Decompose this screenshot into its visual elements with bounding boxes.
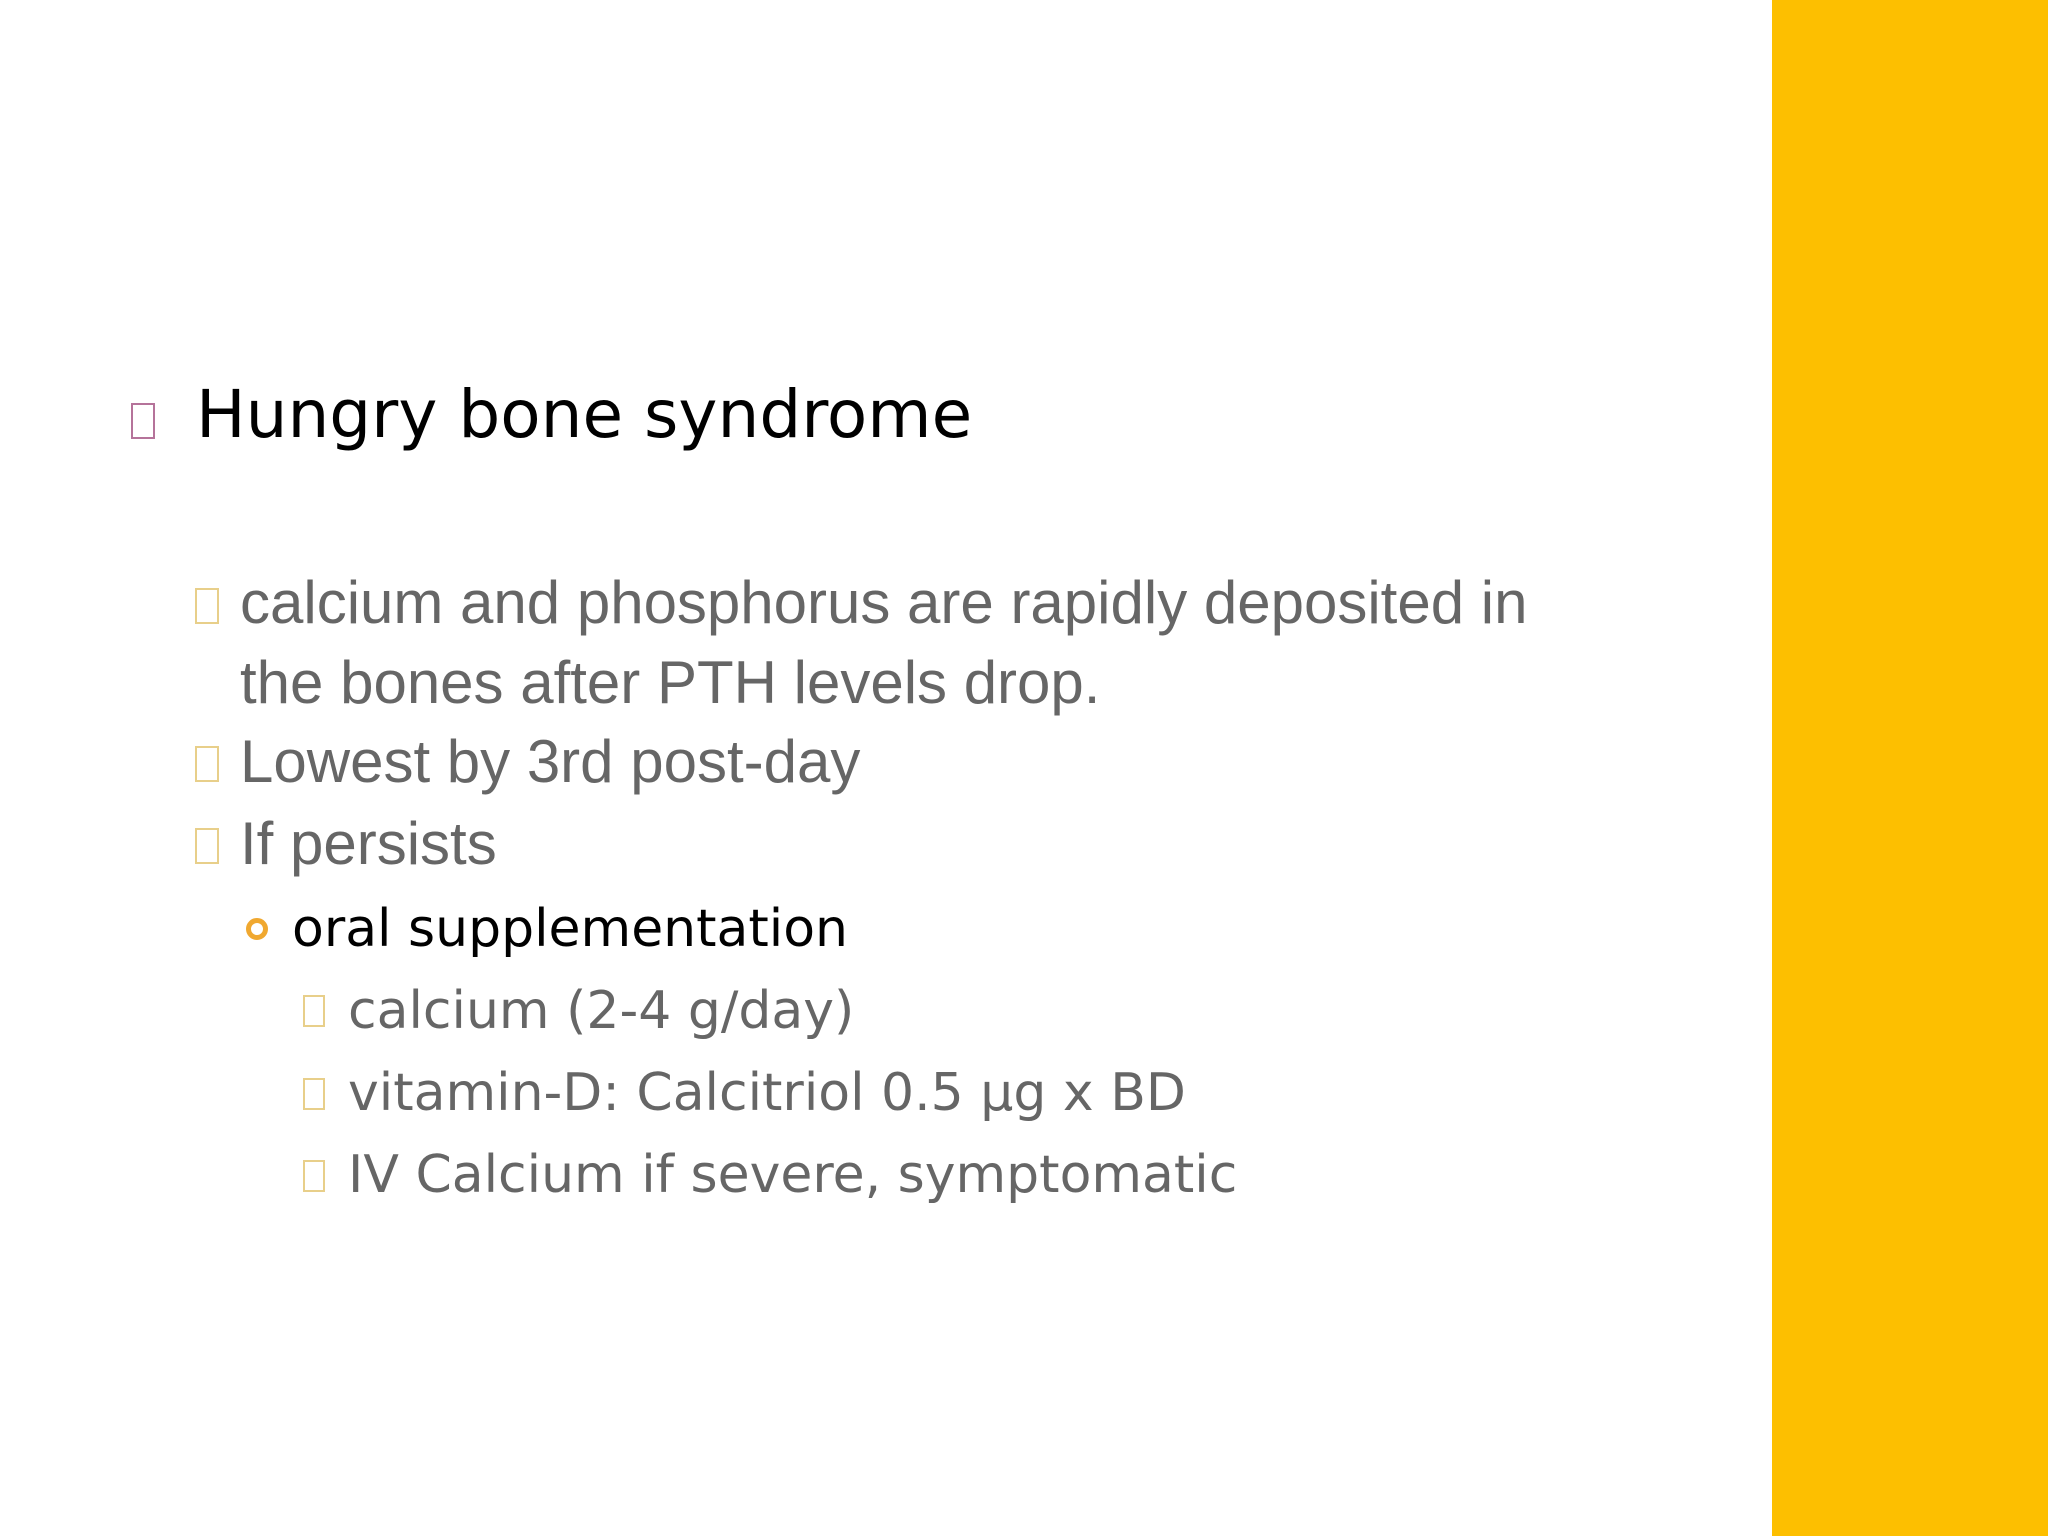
point-text: calcium and phosphorus are rapidly deposited in: [240, 569, 1528, 636]
sub-point-square-bullet-icon: [303, 1160, 325, 1192]
slide-title: Hungry bone syndrome: [196, 376, 973, 453]
sub-heading: oral supplementation: [292, 899, 849, 959]
point-square-bullet-icon: [195, 828, 219, 864]
title-square-bullet-icon: [131, 403, 155, 439]
point-square-bullet-icon: [195, 746, 219, 782]
sub-point-text: calcium (2-4 g/day): [348, 981, 855, 1041]
sub-point-square-bullet-icon: [303, 995, 325, 1027]
sub-point-square-bullet-icon: [303, 1078, 325, 1110]
point-text: Lowest by 3rd post-day: [240, 728, 861, 795]
point-text-continuation: the bones after PTH levels drop.: [240, 649, 1101, 716]
sub-point-text: vitamin-D: Calcitriol 0.5 µg x BD: [348, 1063, 1186, 1123]
point-square-bullet-icon: [195, 588, 219, 624]
accent-bar: [1772, 0, 2048, 1536]
sub-heading-ring-bullet-icon: [246, 918, 268, 940]
point-text: If persists: [240, 810, 497, 877]
sub-point-text: IV Calcium if severe, symptomatic: [348, 1145, 1238, 1205]
